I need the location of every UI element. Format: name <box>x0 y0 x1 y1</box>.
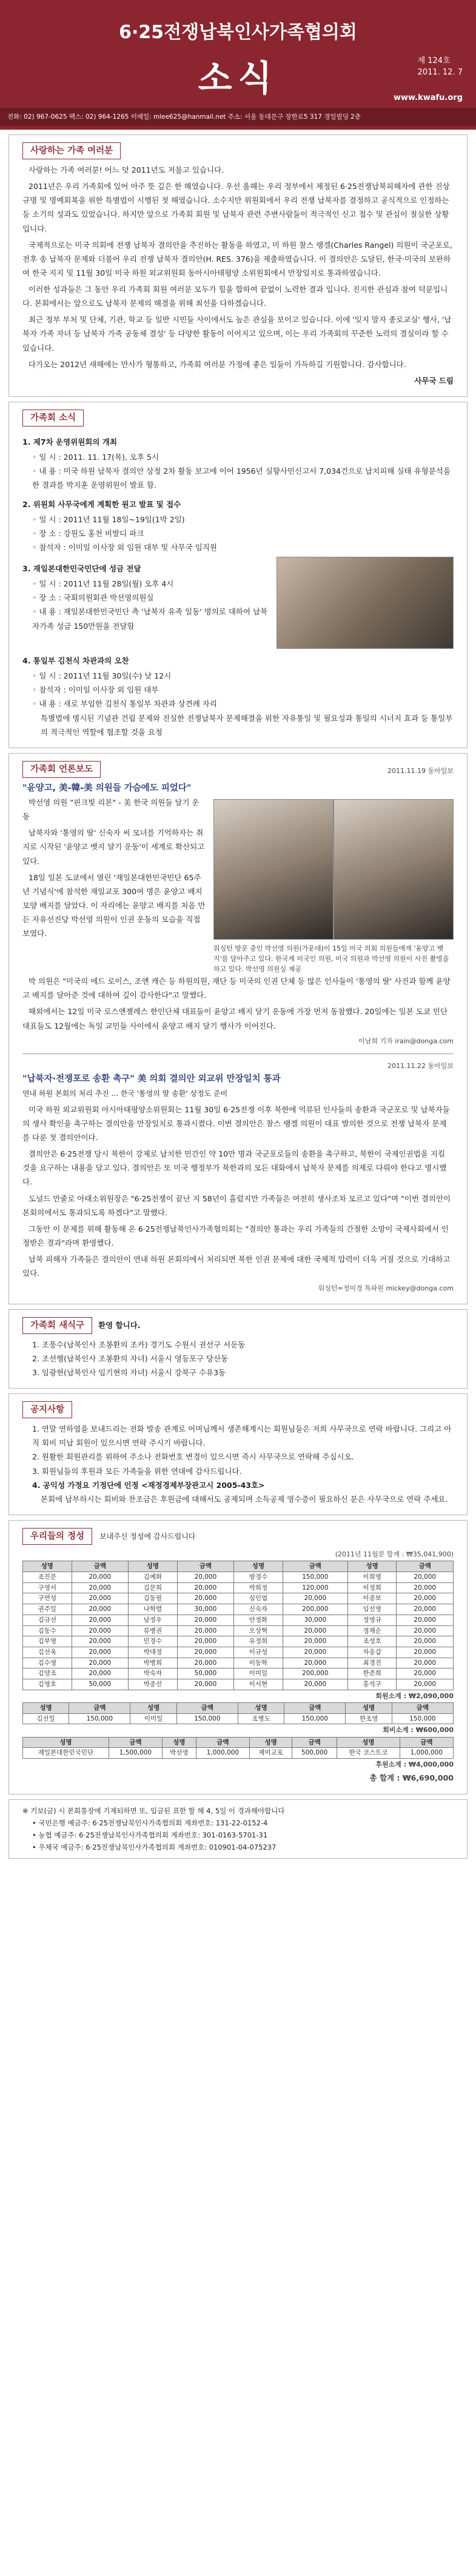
table-row <box>23 1679 454 1690</box>
notices-section <box>8 1393 468 1515</box>
table-row <box>23 1748 454 1759</box>
table-header-cell: 성명 <box>347 1561 397 1572</box>
greeting-paragraph: 이러한 성과들은 그 동안 우리 가족회 회원 여러분 모두가 힘을 합하여 끝없이 노력한 결과 입니다. 진지한 관심과 참여 덕분입니다. 본회에서는 앞으로도 납북자 문제의 해결을 위해 최선을 다하겠습니다. <box>22 285 448 308</box>
table-cell: 김선일 <box>23 1713 69 1724</box>
table-header-cell: 금액 <box>109 1737 162 1748</box>
table-cell: 이미일 <box>234 1668 283 1679</box>
table-row <box>23 1604 454 1615</box>
greeting-lead: 사랑하는 가족 여러분! 어느 덧 2011년도 저물고 있습니다. <box>28 165 224 175</box>
press-date: 2011.11.22 동아일보 <box>387 1062 454 1071</box>
table-row <box>23 1615 454 1625</box>
article-paragraph: 도널드 만줄로 아태소위원장은 "6·25전쟁이 끝난 지 58년이 흘렀지만 가족들은 여전히 생사조차 모르고 있다"며 "이번 결의안이 본회의에서도 통과되도록 하겠다"고 말했다. <box>22 1193 451 1217</box>
article-paragraph: 박선영 의원 "핀크빛 리본" - 美 한국 의원들 달기 운동 <box>22 798 199 822</box>
greeting-paragraph: 다가오는 2012년 새해에는 만사가 형통하고, 가족회 여러분 가정에 좋은 일들이 가득하길 기원합니다. 감사합니다. <box>28 359 406 369</box>
table-cell: 김문희 <box>129 1582 178 1593</box>
table-header-cell: 성명 <box>337 1737 400 1748</box>
news-item-line: ◦ 장 소 : 강원도 홍천 비발디 파크 <box>32 528 144 538</box>
table-header-cell: 금액 <box>176 1702 238 1713</box>
table-cell: 20,000 <box>397 1668 454 1679</box>
article-paragraph: 납북자와 '통영의 딸' 신숙자 씨 모녀를 기억하자는 취지로 시작된 '윤양고 뱃지 달기 운동'이 세계로 확산되고 있다. <box>22 828 205 866</box>
donation-grand-total: 총 합계 : ₩6,690,000 <box>369 1773 454 1783</box>
table-cell: 20,000 <box>177 1647 233 1658</box>
table-cell: 박희정 <box>234 1582 283 1593</box>
table-cell: 20,000 <box>72 1647 128 1658</box>
news-item-line: ◦ 참석자 : 이미일 이사장 외 임원 대부 <box>32 685 159 695</box>
table-cell: 1,000,000 <box>400 1748 453 1759</box>
table-cell: 박숙자 <box>129 1668 178 1679</box>
table-cell: 이서현 <box>234 1679 283 1690</box>
news-item-line: ◦ 내 용 : 미국 하원 납북자 결의안 상정 2차 활동 보고에 이어 1956년 실향사민신고서 7,034건으로 납치피해 실태 유형분석을 한 결과를 박지훈 운영위원이 발표 함. <box>32 466 451 490</box>
table-cell: 김예화 <box>129 1572 178 1583</box>
table-header-cell: 성명 <box>346 1702 392 1713</box>
donations-title: 우리들의 정성 <box>22 1528 92 1545</box>
article-paragraph: 미국 하원 외교위원회 아시아태평양소위원회는 11월 30일 6·25전쟁 이후 북한에 억류된 인사들의 송환과 국군포로 및 납북자들의 생사 확인을 촉구하는 결의안을 만장일치로 통과시켰다. 이번 결의안은 찰스 랭겔 의원이 대표 발의한 것으로 전쟁 납북자 문제를 다룬 첫 결의안이다. <box>22 1104 450 1143</box>
table-row <box>23 1593 454 1604</box>
greeting-title: 사랑하는 가족 여러분 <box>22 142 121 159</box>
table-row <box>23 1625 454 1636</box>
table-cell: 조진문 <box>23 1572 72 1583</box>
article-paragraph: 납북 피해자 가족들은 결의안이 연내 하원 본회의에서 처리되면 북한 인권 문제에 대한 국제적 압력이 더욱 커질 것으로 기대하고 있다. <box>22 1255 451 1278</box>
bank-account: • 우체국 예금주: 6·25전쟁납북인사가족협의회 계좌번호: 010901-04-075237 <box>32 1842 277 1851</box>
notice-item: 2. 원활한 회원관리를 위하여 주소나 전화번호 변경이 있으시면 즉시 사무국으로 연락해 주십시오. <box>32 1452 354 1462</box>
table-header-cell: 금액 <box>177 1561 233 1572</box>
table-cell: 이정희 <box>347 1582 397 1593</box>
table-cell: 200,000 <box>283 1668 347 1679</box>
reporter-byline: 이남희 기자 irain@donga.com <box>358 1037 454 1045</box>
new-members-section <box>8 1309 468 1389</box>
table-cell: 이희영 <box>347 1572 397 1583</box>
table-cell: 남정우 <box>129 1615 178 1625</box>
table-cell: 200,000 <box>283 1604 347 1615</box>
table-cell: 재미교포 <box>250 1748 292 1759</box>
table-cell: 20,000 <box>283 1679 347 1690</box>
table-cell: 30,000 <box>177 1604 233 1615</box>
table-cell: 150,000 <box>69 1713 130 1724</box>
table-cell: 조병도 <box>238 1713 284 1724</box>
table-cell: 20,000 <box>177 1582 233 1593</box>
table-cell: 20,000 <box>397 1636 454 1647</box>
donation-subtotal: 회원소계 : ₩2,090,000 <box>375 1691 454 1700</box>
contact-bar: 전화: 02) 967-0625 팩스: 02) 964-1265 이메일: mlee625@hanmail.net 주소: 서울 동대문구 장한로5 317 경일빌딩 2층 <box>0 108 476 126</box>
table-cell: 20,000 <box>72 1604 128 1615</box>
notices-title: 공지사항 <box>22 1401 72 1418</box>
press-section <box>8 753 468 1304</box>
table-cell: 김규선 <box>23 1615 72 1625</box>
table-header-cell: 금액 <box>283 1561 347 1572</box>
table-cell: 20,000 <box>177 1679 233 1690</box>
table-cell: 50,000 <box>177 1668 233 1679</box>
table-cell: 정영규 <box>347 1615 397 1625</box>
news-item-line: ◦ 일 시 : 2011년 11월 30일(수) 낮 12시 <box>32 671 172 681</box>
account-footer <box>8 1799 468 1859</box>
notice-item: 4. 공익성 가정요 기정단에 인정 <재정경제부장관고시 2005-43호> <box>32 1480 265 1490</box>
table-cell: 방경수 <box>234 1572 283 1583</box>
article-headline: "납북자·전쟁포로 송환 촉구" 美 의회 결의안 외교위 만장일치 통과 <box>22 1074 281 1084</box>
table-cell: 20,000 <box>177 1636 233 1647</box>
greeting-section <box>8 134 468 397</box>
table-cell: 20,000 <box>177 1625 233 1636</box>
issue-date: 2011. 12. 7 <box>417 67 463 77</box>
news-item-line: 특별법에 명시된 기념관 건립 문제와 진실한 전쟁납북자 문제해결을 위한 자유통일 및 필요성과 통일의 시너지 효과 등 통일부의 적극적인 역할에 협조할 것을 요청 <box>41 713 453 737</box>
table-header-cell: 금액 <box>196 1737 249 1748</box>
table-cell: 1,000,000 <box>196 1748 249 1759</box>
table-cell: 김영호 <box>23 1679 72 1690</box>
table-cell: 안정화 <box>234 1615 283 1625</box>
table-cell: 20,000 <box>72 1582 128 1593</box>
news-item-line: ◦ 내 용 : 재일본대한민국민단 측 '납북자 유족 일동' 명의로 대하여 납북자가족 성금 150만원을 전달함 <box>32 607 268 631</box>
table-cell: 50,000 <box>72 1679 128 1690</box>
table-cell: 박선영 <box>163 1748 196 1759</box>
donation-subtotal: 후원소계 : ₩4,000,000 <box>375 1761 454 1769</box>
article-headline: "윤양고, 美-韓-美 의원들 가슴에도 피었다" <box>22 783 192 793</box>
reporter-byline: 워싱턴=정미경 특파원 mickey@donga.com <box>318 1284 454 1293</box>
article-paragraph: 18일 일본 도쿄에서 열린 '재일본대한민국민단 65주년 기념식'에 참석한 재일교포 300여 명은 윤양고 배지 모양 배지를 달았다. 이 자리에는 윤양고 배지를 처음 만든 자유선진당 박선영 의원이 인권 운동의 모습을 직접 보였다. <box>22 872 206 938</box>
table-cell: 20,000 <box>397 1582 454 1593</box>
table-cell: 20,000 <box>72 1636 128 1647</box>
news-item-line: ◦ 장 소 : 국회의원회관 박선영의원실 <box>32 593 154 603</box>
table-cell: 150,000 <box>283 1572 347 1583</box>
table-cell: 20,000 <box>283 1658 347 1668</box>
table-header-cell: 금액 <box>72 1561 128 1572</box>
table-cell: 20,000 <box>397 1593 454 1604</box>
article-paragraph: 박 의원은 "미국의 에드 로이스, 조앤 캐슨 등 하원의원, 재단 등 미국의 인권 단체 등 많은 인사들이 '통영의 딸' 사진과 함께 윤양고 배지를 달아준 것에 대하여 깊이 감사한다"고 말했다. <box>22 977 451 1000</box>
table-cell: 김부영 <box>23 1636 72 1647</box>
table-cell: 이규성 <box>234 1647 283 1658</box>
news-section <box>8 402 468 748</box>
table-row <box>23 1668 454 1679</box>
table-cell: 20,000 <box>397 1625 454 1636</box>
table-cell: 권주일 <box>23 1604 72 1615</box>
news-item-line: ◦ 일 시 : 2011년 11월 18일~19일(1박 2일) <box>32 514 185 524</box>
table-cell: 20,000 <box>177 1572 233 1583</box>
org-title: 6·25전쟁납북인사가족협의회 <box>119 22 357 43</box>
table-row <box>23 1572 454 1583</box>
table-cell: 20,000 <box>397 1679 454 1690</box>
table-cell: 박대정 <box>129 1647 178 1658</box>
table-cell: 구영서 <box>23 1582 72 1593</box>
greeting-paragraph: 최근 정부 부처 및 단체, 기관, 학교 등 일반 시민들 사이에서도 높은 관심을 보이고 있습니다. 이에 '잊지 말자 종로교실' 행사, '납북자 가족 자녀 등 납북자 가족 공동체 결성' 등 다양한 활동이 이어지고 있으며, 이는 우리 가족회의 꾸준한 노력의 결실이라 할 수 있습니다. <box>22 315 452 353</box>
table-cell: 김선욱 <box>23 1647 72 1658</box>
table-cell: 20,000 <box>72 1625 128 1636</box>
donations-table <box>22 1561 454 1690</box>
issue-info <box>418 56 463 79</box>
table-header-cell: 성명 <box>23 1561 72 1572</box>
donation-subtotal: 회비소계 : ₩600,000 <box>383 1726 454 1734</box>
table-header-cell: 성명 <box>130 1702 176 1713</box>
table-cell: 20,000 <box>283 1593 347 1604</box>
greeting-paragraph: 국제적으로는 미국 의회에 전쟁 납북자 결의안을 추진하는 활동을 하였고, 미 하원 찰스 랭겔(Charles Rangel) 의원이 국군포로, 전후 송 납북자 문제와 더불어 우리 전쟁 납북자 결의안(H. RES. 376)을 제출하였습니다. 이 결의안은 도달된, 한국·미국의 보완하여 한국 지지 및 11월 30일 미국 하원 외교위원회 동아시아태평양 소위원회에서 만장일치로 통과하였습니다. <box>22 240 452 277</box>
table-cell: 유정희 <box>234 1636 283 1647</box>
table-cell: 이동학 <box>234 1658 283 1668</box>
table-cell: 오상혁 <box>234 1625 283 1636</box>
table-cell: 20,000 <box>283 1636 347 1647</box>
table-cell: 20,000 <box>397 1604 454 1615</box>
table-cell: 나학렬 <box>129 1604 178 1615</box>
table-cell: 한조영 <box>346 1713 392 1724</box>
table-cell: 1,500,000 <box>109 1748 162 1759</box>
article-paragraph: 해외에서는 12일 미국 로스앤젤레스 한인단체 대표들이 윤양고 배지 달기 운동에 가장 먼저 동참했다. 20일에는 일본 도쿄 민단 대표들도 12월에는 독일 교민들 사이에서 윤양고 배지 달기 행사가 이어진다. <box>22 1007 448 1031</box>
table-row <box>23 1713 454 1724</box>
donations-section <box>8 1520 468 1794</box>
table-header-cell: 금액 <box>292 1737 337 1748</box>
news-item-line: ◦ 일 시 : 2011. 11. 17(목), 오후 5시 <box>32 453 159 462</box>
news-item-title: 4. 통일부 김천식 차관과의 오찬 <box>22 656 129 666</box>
notice-item: 1. 연말 연하엽을 보내드리는 전화 발송 관계로 어머님께서 생존해계시는 회원님들은 저희 사무국으로 연락 바랍니다. 그리고 아직 회비 미납 회원이 있으시면 연락 주시기 바랍니다. <box>32 1424 452 1448</box>
table-cell: 20,000 <box>283 1625 347 1636</box>
photo-caption: 워싱턴 방문 중인 박선영 의원(가운데)이 15일 미국 의회 의원들에게 '윤양고 뱃지'를 달아주고 있다. 한국계 미국인 의원, 미국 의원과 박선영 의원이 사진 촬영을 하고 있다. 박선영 의원실 제공 <box>213 944 449 974</box>
table-cell: 김동수 <box>23 1625 72 1636</box>
table-cell: 150,000 <box>392 1713 453 1724</box>
table-cell: 120,000 <box>283 1582 347 1593</box>
table-cell: 20,000 <box>283 1647 347 1658</box>
table-row <box>23 1658 454 1668</box>
table-cell: 임선영 <box>347 1604 397 1615</box>
table-cell: 500,000 <box>292 1748 337 1759</box>
table-cell: 홍석구 <box>347 1679 397 1690</box>
sponsor-table <box>22 1737 454 1759</box>
table-cell: 심인엽 <box>234 1593 283 1604</box>
table-cell: 20,000 <box>72 1615 128 1625</box>
table-cell: 20,000 <box>177 1615 233 1625</box>
member-item: 3. 임광현(납북인사 임기현의 자녀) 서울시 강북구 수유3동 <box>32 1367 226 1377</box>
news-item-title: 1. 제7차 운영위원회의 개최 <box>22 437 117 447</box>
table-cell: 이종보 <box>347 1593 397 1604</box>
donations-total-note: (2011년 11월분 합계 : ₩35,041,900) <box>335 1550 454 1559</box>
table-header-cell: 성명 <box>23 1737 109 1748</box>
news-item-line: ◦ 참석자 : 이미일 이사장 외 임원 대부 및 사무국 임직원 <box>32 542 217 552</box>
table-header-cell: 금액 <box>397 1561 454 1572</box>
table-header-cell: 성명 <box>129 1561 178 1572</box>
table-cell: 재일본대한민국민단 <box>23 1748 109 1759</box>
press-date: 2011.11.19 동아일보 <box>387 766 454 775</box>
footer-note: ※ 기보(금) 시 본회통장에 기재되하면 또, 입금된 표한 할 해 4, 5일 이 경과해야합니다 <box>22 1806 285 1815</box>
table-cell: 박종선 <box>129 1679 178 1690</box>
issue-number: 제 124호 <box>417 56 451 65</box>
table-cell: 최경진 <box>347 1658 397 1668</box>
news-item-title: 3. 재일본대한민국민단에 성금 전달 <box>22 564 141 574</box>
table-header-cell: 금액 <box>284 1702 346 1713</box>
bank-account: • 국민은행 예금주: 6·25전쟁납북인사가족협의회 계좌번호: 131-22-0152-4 <box>32 1818 268 1827</box>
table-cell: 김양조 <box>23 1668 72 1679</box>
table-cell: 20,000 <box>72 1572 128 1583</box>
table-cell: 구연성 <box>23 1593 72 1604</box>
donations-subtitle: 보내주신 정성에 감사드립니다 <box>99 1532 196 1541</box>
table-cell: 20,000 <box>72 1658 128 1668</box>
paper-title: 소식 <box>198 58 278 99</box>
article-photo <box>334 799 454 940</box>
article-paragraph: 결의안은 6·25전쟁 당시 북한이 강제로 납치한 민간인 약 10만 명과 국군포로들의 송환을 촉구하고, 북한이 국제인권법을 지킬 것을 요구하는 내용을 담고 있다. 결의안은 또 미국 행정부가 북한과의 모든 대화에서 납북자 문제를 의제로 다뤄야 한다고 명시했다. <box>22 1149 447 1187</box>
table-cell: 민경수 <box>129 1636 178 1647</box>
member-item: 2. 조선행(납북인사 조봉환의 자녀) 서울시 영등포구 당산동 <box>32 1353 229 1363</box>
table-cell: 20,000 <box>397 1658 454 1668</box>
table-header-cell: 금액 <box>69 1702 130 1713</box>
table-cell: 한국 코스트코 <box>337 1748 400 1759</box>
table-header-cell: 금액 <box>392 1702 453 1713</box>
article-paragraph: 그동안 이 문제를 위해 활동해 온 6·25전쟁납북인사가족협의회는 "결의안 통과는 우리 가족들의 간절한 소망이 국제사회에서 인정받은 결과"라며 환영했다. <box>22 1224 449 1247</box>
table-row <box>23 1636 454 1647</box>
welcome-label: 환영 합니다. <box>98 1320 141 1330</box>
article-subline: 연내 하원 본회의 처리 추진 ... 한국 '통영의 딸 송환' 상정도 준비 <box>22 1089 228 1098</box>
table-cell: 김수영 <box>23 1658 72 1668</box>
table-row <box>23 1647 454 1658</box>
masthead <box>0 0 476 130</box>
table-cell: 박병희 <box>129 1658 178 1668</box>
notice-item: 본회에 납부하시는 회비와 찬조금은 후원금에 대해서도 공제되며 소득공제 영수증이 필요하신 분은 사무국으로 연락 주세요. <box>41 1494 448 1504</box>
table-cell: 20,000 <box>177 1658 233 1668</box>
event-photo <box>277 557 454 649</box>
table-cell: 한준희 <box>347 1668 397 1679</box>
table-cell: 20,000 <box>397 1647 454 1658</box>
table-header-cell: 성명 <box>23 1702 69 1713</box>
table-cell: 20,000 <box>397 1615 454 1625</box>
table-cell: 신숙자 <box>234 1604 283 1615</box>
table-cell: 김동필 <box>129 1593 178 1604</box>
news-item-line: ◦ 일 시 : 2011년 11월 28일(월) 오후 4시 <box>32 579 174 589</box>
table-cell: 차웅갑 <box>347 1647 397 1658</box>
new-members-title: 가족회 새식구 <box>22 1317 92 1334</box>
membership-fee-table <box>22 1702 454 1724</box>
table-cell: 20,000 <box>177 1593 233 1604</box>
table-cell: 20,000 <box>72 1593 128 1604</box>
news-title: 가족회 소식 <box>22 410 84 427</box>
member-item: 1. 조풍수(납북인사 조봉환의 조카) 경기도 수원시 권선구 서둔동 <box>32 1339 246 1349</box>
table-cell: 이미일 <box>130 1713 176 1724</box>
table-cell: 150,000 <box>284 1713 346 1724</box>
press-title: 가족회 언론보도 <box>22 761 101 778</box>
table-header-cell: 성명 <box>234 1561 283 1572</box>
table-cell: 30,000 <box>283 1615 347 1625</box>
table-header-cell: 금액 <box>400 1737 453 1748</box>
table-cell: 정재순 <box>347 1625 397 1636</box>
table-header-cell: 성명 <box>238 1702 284 1713</box>
table-row <box>23 1582 454 1593</box>
bank-account: • 농협 예금주: 6·25전쟁납북인사가족협의회 계좌번호: 301-0163-5701-31 <box>32 1830 268 1839</box>
table-header-cell: 성명 <box>163 1737 196 1748</box>
table-cell: 150,000 <box>176 1713 238 1724</box>
article-photo <box>213 799 334 940</box>
greeting-signature: 사무국 드림 <box>414 376 454 385</box>
table-cell: 20,000 <box>72 1668 128 1679</box>
table-cell: 조성호 <box>347 1636 397 1647</box>
table-cell: 류병권 <box>129 1625 178 1636</box>
website-link[interactable]: www.kwafu.org <box>393 93 463 102</box>
greeting-paragraph: 2011년은 우리 가족회에 있어 아주 뜻 깊은 한 해였습니다. 우선 올해는 우리 정부에서 제정된 6·25전쟁납북피해자에 관한 진상규명 및 명예회복을 위한 특별법이 시행된 첫 해였습니다. 소수지만 위원회에서 우리 전쟁 납북자를 결정하고 공식적으로 인정하는 등 소기의 성과도 있었습니다. 하지만 앞으로 가족회 회원 및 납북자 관련 주변사람들이 적극적인 신고 접수 및 관심이 절실한 상황입니다. <box>22 182 450 233</box>
news-item-line: ◦ 내 용 : 새로 부임한 김천식 통일부 차관과 상견례 자리 <box>32 699 217 709</box>
table-cell: 20,000 <box>397 1572 454 1583</box>
notice-item: 3. 회원님들의 후원과 모든 가족들을 위한 연대에 감사드립니다. <box>32 1466 242 1476</box>
table-header-cell: 성명 <box>250 1737 292 1748</box>
news-item-title: 2. 위원회 사무국에게 계획한 원고 발표 및 접수 <box>22 499 181 509</box>
